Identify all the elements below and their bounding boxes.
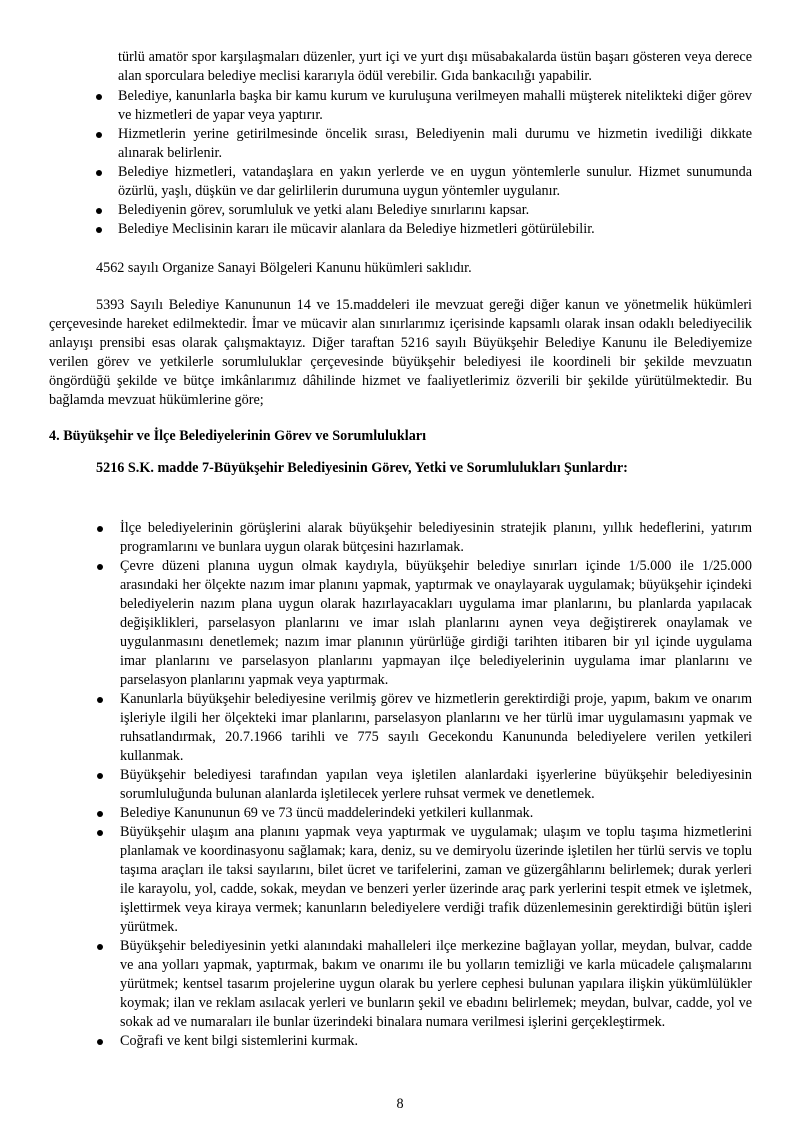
continuation-text: türlü amatör spor karşılaşmaları düzenler, yurt içi ve yurt dışı müsabakalarda üstün başarı gösteren veya derece alan sporculara belediye meclisi kararıyla ödül verebilir. Gıda bankacılığı yapabilir.: [118, 49, 752, 84]
bullet-icon: [96, 227, 102, 233]
bullet-icon: [97, 773, 103, 779]
paragraph-5393: 5393 Sayılı Belediye Kanununun 14 ve 15.maddeleri ile mevzuat gereği diğer kanun ve yönetmelik hükümleri çerçevesinde hareket edilmektedir. İmar ve mücavir alan sınırlarımız içerisinde kapsamlı olarak insan odaklı belediyecilik anlayışı prensibi esas olarak çalışmaktayız. Diğer taraftan 5216 sayılı Büyükşehir Belediye Kanunu ile Belediyemize verilen görev ve yetkilerle sorumluluklar çerçevesinde büyükşehir belediyesi ile koordineli bir şekilde mevzuatın öngördüğü şekilde ve bütçe imkânlarımız dâhilinde hizmet ve faaliyetlerimiz özverili bir şekilde yürütülmektedir. Bu bağlamda mevzuat hükümlerine göre;: [49, 297, 752, 408]
bullet-icon: [96, 208, 102, 214]
list-item: Coğrafi ve kent bilgi sistemlerini kurmak.: [0, 1032, 752, 1051]
bullet-icon: [97, 697, 103, 703]
bullet-icon: [97, 1039, 103, 1045]
list-item: Çevre düzeni planına uygun olmak kaydıyla, büyükşehir belediye sınırları içinde 1/5.000 ile 1/25.000 arasındaki her ölçekte nazım imar planını yapmak, yaptırmak ve onaylayarak uygulamak; büyükşehir içindeki belediyelerin nazım plana uygun olarak hazırlayacakları uygulama imar planlarını, bu planlarda yapılacak değişiklikleri, parselasyon planlarını ve imar ıslah planlarını aynen veya değiştirerek onaylamak ve uygulanmasını denetlemek; nazım imar planının yürürlüğe girdiği tarihten itibaren bir yıl içinde uygulama imar planlarını ve parselasyon planlarını yapmayan ilçe belediyelerinin uygulama imar planlarını ve parselasyon planlarını yapmak veya yaptırmak.: [0, 557, 752, 690]
list-item: Belediye Kanununun 69 ve 73 üncü maddelerindeki yetkileri kullanmak.: [0, 804, 752, 823]
bullet-list-metropolitan-duties: [0, 519, 800, 1051]
list-item: Hizmetlerin yerine getirilmesinde öncelik sırası, Belediyenin mali durumu ve hizmetin ivediliği dikkate alınarak belirlenir.: [0, 125, 752, 163]
bullet-icon: [96, 170, 102, 176]
section-heading: 4. Büyükşehir ve İlçe Belediyelerinin Görev ve Sorumlulukları: [49, 428, 427, 444]
list-item: Büyükşehir ulaşım ana planını yapmak veya yaptırmak ve uygulamak; ulaşım ve toplu taşıma hizmetlerini planlamak ve koordinasyonu sağlamak; kara, deniz, su ve demiryolu üzerinde işletilen her türlü servis ve toplu taşıma araçları ile taksi sayılarını, bilet ücret ve tarifelerini, zaman ve güzergâhlarını belirlemek; durak yerleri ile karayolu, yol, cadde, sokak, meydan ve benzeri yerler üzerinde araç park yerlerini tespit etmek ve işletmek, işlettirmek veya kiraya vermek; kanunların belediyelere verdiği trafik düzenlemesinin gerektirdiği bütün işleri yürütmek.: [0, 823, 752, 937]
list-item: Büyükşehir belediyesinin yetki alanındaki mahalleleri ilçe merkezine bağlayan yollar, meydan, bulvar, cadde ve ana yolları yapmak, yaptırmak, bakım ve onarımı ile bu yolların temizliği ve karla mücadele çalışmalarını yürütmek; kentsel tasarım projelerine uygun olarak bu yerlere cephesi bulunan yapılara ilişkin yükümlülükler koymak; ilan ve reklam asılacak yerleri ve bunların şekil ve ebadını belirlemek; meydan, bulvar, cadde, yol ve sokak ad ve numaraları ile bunlar üzerindeki binalara numara verilmesi işlerini gerçekleştirmek.: [0, 937, 752, 1032]
list-item: Belediye, kanunlarla başka bir kamu kurum ve kuruluşuna verilmeyen mahalli müşterek nitelikteki diğer görev ve hizmetleri de yapar veya yaptırır.: [0, 87, 752, 125]
list-item: Belediyenin görev, sorumluluk ve yetki alanı Belediye sınırlarını kapsar.: [0, 201, 752, 220]
bullet-list-general-duties: [0, 87, 800, 239]
list-item: Belediye hizmetleri, vatandaşlara en yakın yerlerde ve en uygun yöntemlerle sunulur. Hizmet sunumunda özürlü, yaşlı, düşkün ve dar gelirlilerin durumuna uygun yöntemler uygulanır.: [0, 163, 752, 201]
bullet-icon: [97, 830, 103, 836]
bullet-icon: [97, 564, 103, 570]
paragraph-4562: 4562 sayılı Organize Sanayi Bölgeleri Kanunu hükümleri saklıdır.: [96, 260, 472, 276]
bullet-icon: [96, 132, 102, 138]
list-item: Belediye Meclisinin kararı ile mücavir alanlara da Belediye hizmetleri götürülebilir.: [0, 220, 752, 239]
bullet-icon: [97, 526, 103, 532]
list-item: İlçe belediyelerinin görüşlerini alarak büyükşehir belediyesinin stratejik planını, yıllık hedeflerini, yatırım programlarını ve bunlara uygun olarak bütçesini hazırlamak.: [0, 519, 752, 557]
list-item: Kanunlarla büyükşehir belediyesine verilmiş görev ve hizmetlerin gerektirdiği proje, yapım, bakım ve onarım işleriyle ilgili her ölçekteki imar planlarını, parselasyon planlarını ve her türlü imar uygulamasını yapmak ve ruhsatlandırmak, 20.7.1966 tarihli ve 775 sayılı Gecekondu Kanununda belediyelere verilen yetkileri kullanmak.: [0, 690, 752, 766]
page-number: 8: [396, 1096, 404, 1112]
bullet-icon: [97, 811, 103, 817]
list-item: Büyükşehir belediyesi tarafından yapılan veya işletilen alanlardaki işyerlerine büyükşehir belediyesinin sorumluluğunda bulunan alanlarda işletilecek yerlere ruhsat vermek ve denetlemek.: [0, 766, 752, 804]
bullet-icon: [97, 944, 103, 950]
subsection-heading: 5216 S.K. madde 7-Büyükşehir Belediyesinin Görev, Yetki ve Sorumlulukları Şunlardır:: [96, 460, 628, 476]
bullet-icon: [96, 94, 102, 100]
